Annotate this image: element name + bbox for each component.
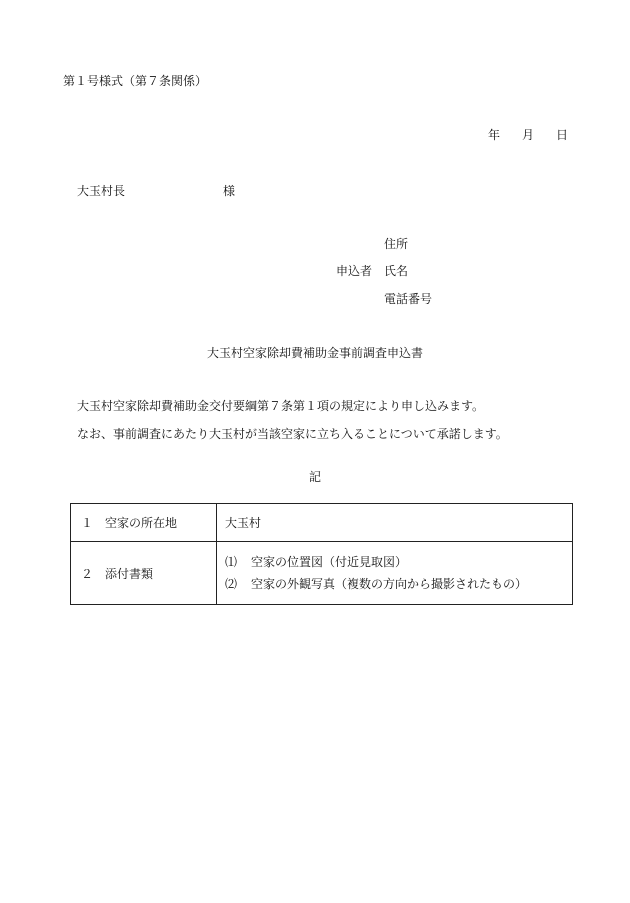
body-text-line-2: なお、事前調査にあたり大玉村が当該空家に立ち入ることについて承諾します。 [77, 427, 508, 441]
table-cell-location: 大玉村 [217, 504, 573, 542]
date-line [466, 127, 568, 143]
addressee-honorific: 様 [223, 184, 236, 198]
applicant-address-label: 住所 [384, 237, 409, 251]
attachment-number: ⑵ [225, 577, 238, 591]
form-number: 第１号様式（第７条関係） [63, 74, 208, 88]
attachment-text: 空家の外観写真（複数の方向から撮影されたもの） [251, 577, 528, 591]
details-table [70, 503, 573, 605]
addressee-name: 大玉村長 [77, 184, 126, 198]
addressee [77, 183, 236, 199]
applicant-phone-label: 電話番号 [384, 292, 433, 306]
attachment-item [225, 576, 572, 592]
table-cell-label: ２ 添付書類 [71, 542, 217, 605]
document-title: 大玉村空家除却費補助金事前調査申込書 [206, 346, 423, 360]
table-cell-attachments [217, 542, 573, 605]
attachment-number: ⑴ [225, 555, 238, 569]
table-row [71, 542, 573, 605]
ki-heading: 記 [308, 470, 321, 484]
applicant-label: 申込者 [336, 264, 373, 278]
table-cell-label: １ 空家の所在地 [71, 504, 217, 542]
date-month-label: 月 [522, 128, 535, 142]
attachment-text: 空家の位置図（付近見取図） [251, 555, 408, 569]
date-year-label: 年 [488, 128, 501, 142]
applicant-name-label: 氏名 [384, 264, 409, 278]
table-row [71, 504, 573, 542]
body-text-line-1: 大玉村空家除却費補助金交付要綱第７条第１項の規定により申し込みます。 [77, 399, 485, 413]
date-day-label: 日 [556, 128, 569, 142]
attachment-item [225, 554, 572, 570]
